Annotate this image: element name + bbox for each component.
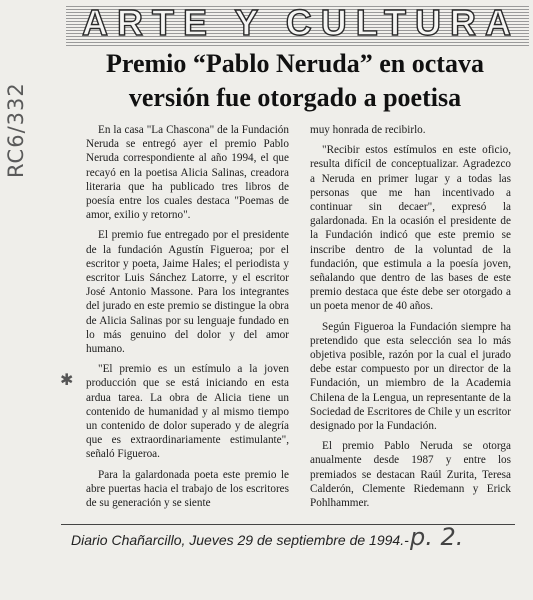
article-column-right bbox=[310, 123, 511, 516]
paragraph: Para la galardonada poeta este premio le abre puertas hacia el trabajo de los escritores de su generación y se siente bbox=[86, 468, 289, 510]
source-credit: Diario Chañarcillo, Jueves 29 de septiembre de 1994.- bbox=[71, 532, 409, 548]
handwritten-page-number: p. 2. bbox=[410, 523, 464, 551]
paragraph: Según Figueroa la Fundación siempre ha pretendido que esta selección sea lo más objetiva posible, razón por la cual el jurado debe estar compuesto por un director de la Fundación, un miembro de la Academia Chilena de la Lengua, un representante de la Sociedad de Escritores de Chile y un escritor designado por la Fundación. bbox=[310, 320, 512, 433]
handwritten-asterisk-mark: ✱ bbox=[60, 370, 74, 389]
paragraph: "El premio es un estímulo a la joven producción que se está iniciando en esta ardua tarea. La obra de Alicia tiene un contenido de humanidad y al mismo tiempo un contenido de dolor superado y de alegría que es extraordinariamente estimulante", señaló Figueroa. bbox=[86, 363, 289, 461]
article-column-left bbox=[86, 123, 289, 516]
paragraph: El premio fue entregado por el presidente de la fundación Agustín Figueroa; por el escritor y poeta, Jaime Hales; el periodista y escritor Luis Sánchez Latorre, y el escritor José Antonio Massone. Para los integrantes del jurado en este premio se distingue la obra de Alicia Salinas por su lenguaje fundado en lo más genuino del dolor y del amor humano. bbox=[86, 229, 289, 356]
section-title: ARTE Y CULTURA bbox=[82, 2, 521, 43]
handwritten-archive-code: RC6/332 bbox=[4, 82, 28, 178]
headline bbox=[60, 47, 530, 115]
headline-line-2: versión fue otorgado a poetisa bbox=[128, 83, 462, 112]
paragraph: El premio Pablo Neruda se otorga anualmente desde 1987 y entre los premiados se destacan Raúl Zurita, Teresa Calderón, Clemente Riedemann y Erick Pohlhammer. bbox=[310, 440, 511, 510]
paragraph: muy honrada de recibirlo. bbox=[310, 124, 426, 136]
paragraph: "Recibir estos estímulos en este oficio, resulta difícil de conceptualizar. Agradezco a Neruda en primer lugar y a todas las personas que me han incentivado a continuar sin decaer", expresó la galardonada. En la ocasión el presidente de la Fundación indicó que este premio se inscribe dentro de la voluntad de la fundación, que estimula a la poesía joven, señalando que dentro de las bases de este premio destaca que éste debe ser otorgado a un poeta menor de 40 años. bbox=[310, 144, 511, 313]
headline-line-1: Premio “Pablo Neruda” en octava bbox=[106, 49, 484, 78]
paragraph: En la casa "La Chascona" de la Fundación Neruda se entregó ayer el premio Pablo Neruda correspondiente al año 1994, el que recayó en la poetisa Alicia Salinas, creadora literaria que ha publicado tres libros de poesía entre los cuales destaca "Poemas de amor, exilio y retorno". bbox=[86, 124, 289, 222]
